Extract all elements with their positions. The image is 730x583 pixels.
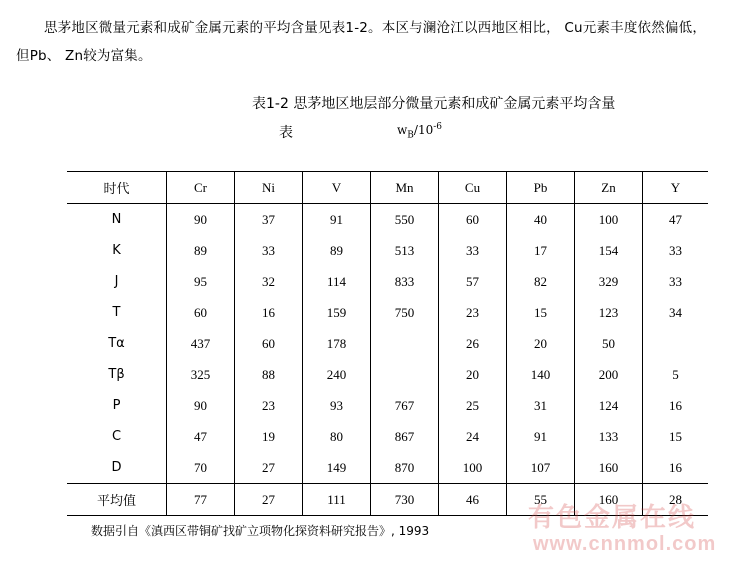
cell-mn: 767	[371, 390, 439, 421]
cell-cu: 20	[439, 359, 507, 390]
cell-cr: 325	[167, 359, 235, 390]
cell-zn: 329	[575, 266, 643, 297]
cell-ni: 37	[235, 204, 303, 236]
cell-ni: 23	[235, 390, 303, 421]
table-row	[67, 266, 708, 297]
header-cr: Cr	[167, 172, 235, 204]
header-era: 时代	[67, 172, 167, 204]
cell-zn: 160	[575, 484, 643, 516]
cell-mn: 870	[371, 452, 439, 484]
cell-mn: 867	[371, 421, 439, 452]
cell-y	[643, 328, 709, 359]
cell-cu: 24	[439, 421, 507, 452]
cell-cr: 77	[167, 484, 235, 516]
cell-era: Tβ	[108, 367, 125, 382]
header-ni: Ni	[235, 172, 303, 204]
cell-era: 平均值	[67, 484, 167, 516]
table-caption-continued: 表	[279, 125, 293, 141]
header-v: V	[303, 172, 371, 204]
element-content-table	[67, 171, 708, 516]
table-row	[67, 235, 708, 266]
cell-v: 89	[303, 235, 371, 266]
unit-subscript: B	[407, 130, 414, 141]
table-row	[67, 452, 708, 484]
cell-v: 159	[303, 297, 371, 328]
cell-y: 47	[643, 204, 709, 236]
cell-mn: 513	[371, 235, 439, 266]
cell-zn: 50	[575, 328, 643, 359]
unit-symbol: w	[397, 123, 408, 137]
cell-cr: 95	[167, 266, 235, 297]
header-pb: Pb	[507, 172, 575, 204]
cell-cu: 23	[439, 297, 507, 328]
cell-era: C	[111, 429, 122, 444]
cell-cu: 100	[439, 452, 507, 484]
cell-cu: 60	[439, 204, 507, 236]
cell-cr: 89	[167, 235, 235, 266]
cell-v: 111	[303, 484, 371, 516]
cell-pb: 91	[507, 421, 575, 452]
cell-v: 178	[303, 328, 371, 359]
data-source-note: 数据引自《滇西区带铜矿找矿立项物化探资料研究报告》, 1993	[91, 524, 430, 538]
cell-mn: 750	[371, 297, 439, 328]
cell-y: 34	[643, 297, 709, 328]
table-row	[67, 359, 708, 390]
cell-v: 91	[303, 204, 371, 236]
cell-y: 16	[643, 390, 709, 421]
cell-era: D	[111, 460, 122, 475]
cell-v: 114	[303, 266, 371, 297]
cell-cu: 25	[439, 390, 507, 421]
cell-era: N	[111, 212, 122, 227]
cell-cr: 90	[167, 390, 235, 421]
cell-y: 33	[643, 266, 709, 297]
cell-cu: 57	[439, 266, 507, 297]
cell-mn	[371, 359, 439, 390]
cell-zn: 154	[575, 235, 643, 266]
table-body	[67, 204, 708, 516]
cell-mn: 550	[371, 204, 439, 236]
cell-cr: 437	[167, 328, 235, 359]
cell-v: 93	[303, 390, 371, 421]
cell-era: J	[114, 274, 119, 289]
cell-ni: 27	[235, 484, 303, 516]
cell-era: P	[112, 398, 121, 413]
cell-ni: 19	[235, 421, 303, 452]
cell-zn: 160	[575, 452, 643, 484]
cell-pb: 82	[507, 266, 575, 297]
cell-zn: 123	[575, 297, 643, 328]
cell-pb: 17	[507, 235, 575, 266]
cell-zn: 133	[575, 421, 643, 452]
cell-mn: 833	[371, 266, 439, 297]
cell-y: 33	[643, 235, 709, 266]
table-row	[67, 204, 708, 236]
cell-v: 149	[303, 452, 371, 484]
header-cu: Cu	[439, 172, 507, 204]
unit-label	[397, 122, 442, 140]
watermark-logo-text: 有色金属在线	[528, 503, 697, 533]
header-mn: Mn	[371, 172, 439, 204]
cell-y: 5	[643, 359, 709, 390]
cell-cu: 26	[439, 328, 507, 359]
cell-mn: 730	[371, 484, 439, 516]
cell-zn: 124	[575, 390, 643, 421]
table-row	[67, 297, 708, 328]
unit-scale: /10	[413, 123, 434, 137]
cell-cr: 60	[167, 297, 235, 328]
cell-pb: 140	[507, 359, 575, 390]
cell-era: Tα	[108, 336, 125, 351]
table-row	[67, 421, 708, 452]
table-row	[67, 328, 708, 359]
cell-v: 240	[303, 359, 371, 390]
cell-ni: 33	[235, 235, 303, 266]
cell-pb: 20	[507, 328, 575, 359]
header-y: Y	[643, 172, 709, 204]
intro-paragraph-text: 思茅地区微量元素和成矿金属元素的平均含量见表1-2。本区与澜沧江以西地区相比， Cu元素丰度依然偏低， 但Pb、 Zn较为富集。	[16, 20, 707, 64]
header-zn: Zn	[575, 172, 643, 204]
cell-era: T	[112, 305, 121, 320]
cell-ni: 27	[235, 452, 303, 484]
intro-paragraph	[16, 14, 716, 70]
cell-mn	[371, 328, 439, 359]
cell-y: 15	[643, 421, 709, 452]
cell-pb: 40	[507, 204, 575, 236]
cell-ni: 88	[235, 359, 303, 390]
cell-cu: 33	[439, 235, 507, 266]
cell-pb: 55	[507, 484, 575, 516]
unit-exponent: -6	[433, 122, 442, 132]
cell-zn: 100	[575, 204, 643, 236]
cell-cr: 70	[167, 452, 235, 484]
cell-era: K	[112, 243, 121, 258]
cell-cr: 47	[167, 421, 235, 452]
cell-cu: 46	[439, 484, 507, 516]
cell-pb: 15	[507, 297, 575, 328]
cell-zn: 200	[575, 359, 643, 390]
cell-ni: 16	[235, 297, 303, 328]
cell-pb: 31	[507, 390, 575, 421]
table-caption: 表1-2 思茅地区地层部分微量元素和成矿金属元素平均含量	[252, 96, 616, 112]
cell-y: 16	[643, 452, 709, 484]
table-row	[67, 390, 708, 421]
cell-pb: 107	[507, 452, 575, 484]
table-header-row	[67, 172, 708, 204]
cell-y: 28	[643, 484, 709, 516]
cell-ni: 32	[235, 266, 303, 297]
cell-ni: 60	[235, 328, 303, 359]
cell-v: 80	[303, 421, 371, 452]
cell-cr: 90	[167, 204, 235, 236]
watermark-url: www.cnnmol.com	[533, 533, 717, 555]
